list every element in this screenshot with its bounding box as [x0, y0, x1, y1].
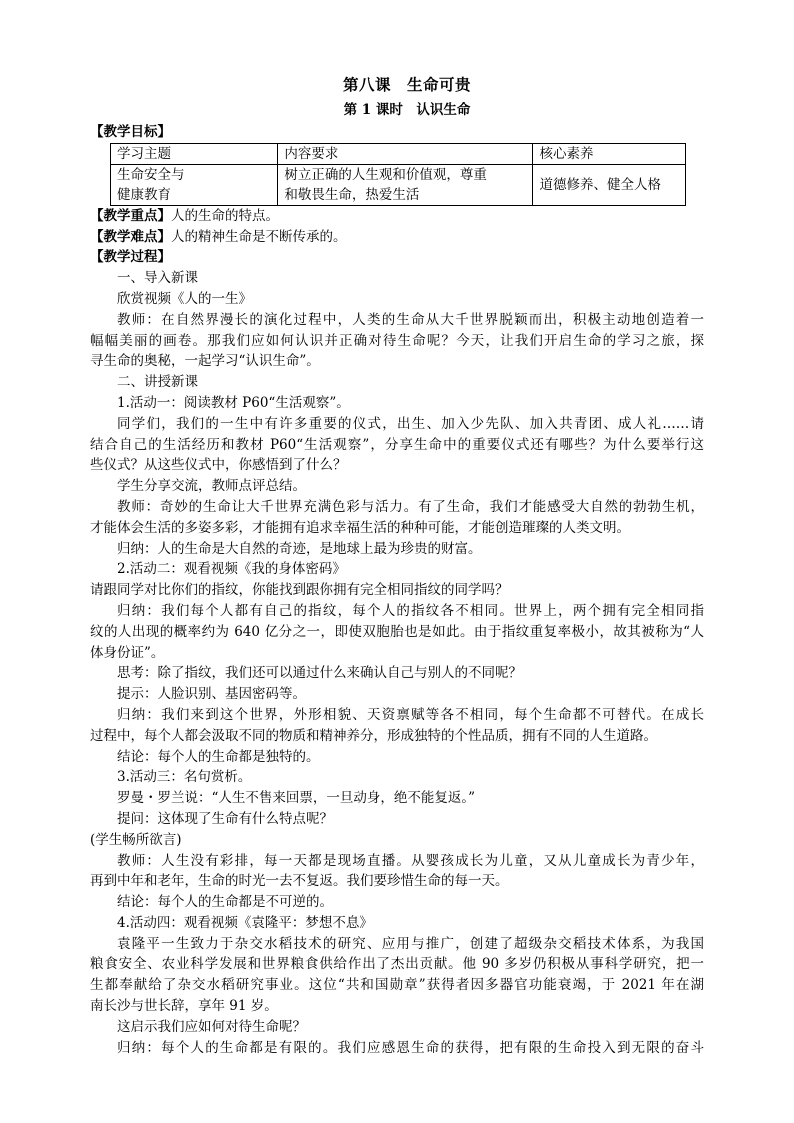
content-line-1: 树立正确的人生观和价值观，尊重 — [284, 166, 487, 183]
text-line: 4.活动四：观看视频《袁隆平：梦想不息》 — [117, 914, 373, 931]
text-line: 2.活动二：观看视频《我的身体密码》 — [117, 561, 346, 578]
cell-theme — [111, 164, 278, 205]
key-point — [90, 206, 704, 227]
text-line: 粮食安全、农业科学发展和世界粮食供给作出了杰出贡献。他 90 多岁仍积极从事科学研究，把一 — [90, 956, 704, 973]
text-line: 结合自己的生活经历和教材 P60“生活观察”，分享生命中的重要仪式还有哪些？为什么要举行这 — [90, 436, 704, 453]
goals-table — [110, 143, 686, 206]
text-line: 纹的人出现的概率约为 640 亿分之一，即使双胞胎也是如此。由于指纹重复率极小，故其被称为“人 — [90, 623, 704, 640]
text-line: 教师：奇妙的生命让大千世界充满色彩与活力。有了生命，我们才能感受大自然的勃勃生机， — [117, 498, 704, 515]
text-line: 生都奉献给了杂交水稻研究事业。这位“共和国勋章”获得者因多器官功能衰竭，于 2021 年在湖 — [90, 977, 704, 994]
text-line: 一、导入新课 — [117, 270, 198, 287]
text-line: 二、讲授新课 — [117, 374, 198, 391]
document-page — [90, 72, 704, 1058]
text-line: 3.活动三：名句赏析。 — [117, 769, 252, 786]
text-line: 归纳：每个人的生命都是有限的。我们应感恩生命的获得，把有限的生命投入到无限的奋斗 — [117, 1039, 704, 1056]
text-line: 提示：人脸识别、基因密码等。 — [117, 686, 306, 703]
text-line: (学生畅所欲言) — [90, 831, 182, 848]
lesson-subtitle: 第 1 课时 认识生命 — [343, 102, 471, 118]
text-line: 再到中年和老年，生命的时光一去不复返。我们要珍惜生命的每一天。 — [90, 873, 509, 890]
difficulty-label: 【教学难点】 — [90, 228, 171, 245]
text-line: 同学们，我们的一生中有许多重要的仪式，出生、加入少先队、加入共青团、成人礼……请 — [117, 415, 704, 432]
lesson-title: 第八课 生命可贵 — [342, 75, 471, 94]
text-line: 归纳：我们每个人都有自己的指纹，每个人的指纹各不相同。世界上，两个拥有完全相同指 — [117, 602, 704, 619]
text-line: 南长沙与世长辞，享年 91 岁。 — [90, 998, 278, 1015]
difficulty-text: 人的精神生命是不断传承的。 — [171, 228, 347, 245]
theme-line-2: 健康教育 — [117, 186, 171, 203]
table-header-row — [111, 143, 686, 164]
key-point-text: 人的生命的特点。 — [171, 207, 279, 224]
theme-line-1: 生命安全与 — [117, 166, 185, 183]
text-line: 寻生命的奥秘，一起学习“认识生命”。 — [90, 353, 320, 370]
body-text — [90, 268, 704, 1058]
text-line: 归纳：人的生命是大自然的奇迹，是地球上最为珍贵的财富。 — [117, 540, 482, 557]
key-point-label: 【教学重点】 — [90, 207, 171, 224]
header-content: 内容要求 — [278, 143, 533, 164]
text-line: 学生分享交流，教师点评总结。 — [117, 478, 306, 495]
text-line: 结论：每个人的生命都是独特的。 — [117, 748, 320, 765]
text-line: 才能体会生活的多姿多彩，才能拥有追求幸福生活的种种可能，才能创造璀璨的人类文明。 — [90, 519, 630, 536]
difficulty — [90, 227, 704, 248]
cell-content — [278, 164, 533, 205]
text-line: 过程中，每个人都会汲取不同的物质和精神养分，形成独特的个性品质，拥有不同的人生道路。 — [90, 727, 657, 744]
text-line: 罗曼・罗兰说：“人生不售来回票，一旦动身，绝不能复返。” — [117, 790, 476, 807]
text-line: 教师：在自然界漫长的演化过程中，人类的生命从大千世界脱颖而出，积极主动地创造着一 — [117, 311, 704, 328]
text-line: 结论：每个人的生命都是不可逆的。 — [117, 894, 333, 911]
text-line: 1.活动一：阅读教材 P60“生活观察”。 — [117, 394, 350, 411]
process-heading: 【教学过程】 — [90, 249, 171, 266]
text-line: 提问：这体现了生命有什么特点呢？ — [117, 810, 333, 827]
table-row — [111, 164, 686, 205]
header-theme: 学习主题 — [111, 143, 278, 164]
text-line: 幅幅美丽的画卷。那我们应如何认识并正确对待生命呢？今天，让我们开启生命的学习之旅，探 — [90, 332, 704, 349]
text-line: 袁隆平一生致力于杂交水稻技术的研究、应用与推广，创建了超级杂交稻技术体系，为我国 — [117, 935, 704, 952]
content-line-2: 和敬畏生命，热爱生活 — [284, 186, 420, 203]
text-line: 思考：除了指纹，我们还可以通过什么来确认自己与别人的不同呢？ — [117, 665, 522, 682]
goals-heading: 【教学目标】 — [90, 124, 171, 140]
text-line: 欣赏视频《人的一生》 — [117, 290, 252, 307]
text-line: 请跟同学对比你们的指纹，你能找到跟你拥有完全相同指纹的同学吗？ — [90, 582, 509, 599]
text-line: 归纳：我们来到这个世界，外形相貌、天资禀赋等各不相同，每个生命都不可替代。在成长 — [117, 706, 704, 723]
text-line: 体身份证”。 — [90, 644, 165, 661]
text-line: 教师：人生没有彩排，每一天都是现场直播。从婴孩成长为儿童，又从儿童成长为青少年， — [117, 852, 704, 869]
cell-literacy: 道德修养、健全人格 — [533, 164, 686, 205]
text-line: 些仪式？从这些仪式中，你感悟到了什么？ — [90, 457, 347, 474]
text-line: 这启示我们应如何对待生命呢？ — [117, 1018, 306, 1035]
header-literacy: 核心素养 — [533, 143, 686, 164]
